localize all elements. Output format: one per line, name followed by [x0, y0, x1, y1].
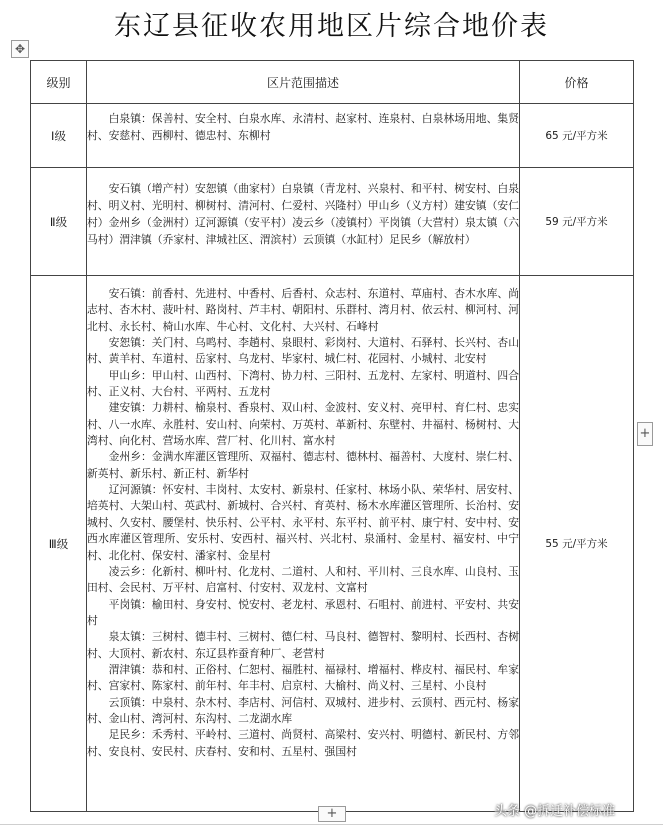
description-cell [87, 104, 520, 168]
description-paragraph: 安恕镇：关门村、乌鸣村、李趟村、泉眼村、彩岗村、大道村、石驿村、长兴村、杏山村、黄羊村、车道村、岳家村、乌龙村、毕家村、城仁村、花园村、小城村、北安村 [87, 336, 519, 366]
page-title: 东辽县征收农用地区片综合地价表 [114, 11, 549, 42]
price-cell: 65 元/平方米 [520, 104, 634, 168]
price-cell: 55 元/平方米 [520, 276, 634, 812]
description-paragraph: 足民乡：禾秀村、平岭村、三道村、尚贤村、高梁村、安兴村、明德村、新民村、方邻村、安良村、安民村、庆春村、安和村、五星村、强国村 [87, 728, 519, 758]
header-level: 级别 [31, 61, 87, 104]
add-column-button[interactable]: + [637, 422, 653, 446]
price-cell: 59 元/平方米 [520, 168, 634, 276]
page-bottom-divider [0, 824, 663, 825]
description-paragraph: 白泉镇：保善村、安全村、白泉水库、永清村、赵家村、连泉村、白泉林场用地、集贤村、安慈村、西柳村、德忠村、东柳村 [87, 112, 519, 142]
table-move-handle-icon[interactable]: ✥ [11, 40, 29, 58]
header-price: 价格 [520, 61, 634, 104]
table-row [31, 276, 634, 812]
table-header-row [31, 61, 634, 104]
level-cell: Ⅲ级 [31, 276, 87, 812]
description-paragraph: 金州乡：金满水库灌区管理所、双福村、德志村、德林村、福善村、大度村、崇仁村、新英村、新乐村、新正村、新华村 [87, 450, 519, 480]
level-cell: Ⅱ级 [31, 168, 87, 276]
level-cell: Ⅰ级 [31, 104, 87, 168]
add-row-button[interactable]: + [318, 806, 346, 822]
description-paragraph: 辽河源镇：怀安村、丰岗村、太安村、新泉村、任家村、林场小队、荣华村、居安村、培英村、大架山村、英武村、新城村、合兴村、育英村、杨木水库灌区管理所、长治村、安城村、久安村、腰堡村、快乐村、公平村、永平村、东平村、前平村、康宁村、安中村、安西水库灌区管理所、安乐村、安西村、福兴村、兴北村、泉涌村、金星村、福安村、中宁村、北化村、保安村、潘家村、金星村 [87, 483, 519, 562]
table-row [31, 104, 634, 168]
description-paragraph: 凌云乡：化新村、柳叶村、化龙村、二道村、人和村、平川村、三良水库、山良村、玉田村、会民村、万平村、启富村、付安村、双龙村、文富村 [87, 564, 519, 595]
land-price-table [30, 60, 634, 812]
description-paragraph: 平岗镇：榆田村、身安村、悦安村、老龙村、承恩村、石咀村、前进村、平安村、共安村 [87, 597, 519, 627]
description-paragraph: 建安镇：力耕村、榆泉村、香泉村、双山村、金波村、安义村、亮甲村、育仁村、忠实村、八一水库、永胜村、安山村、向荣村、万英村、革新村、东壁村、井福村、杨树村、大湾村、向化村、营场水库、营厂村、化川村、富水村 [87, 401, 519, 448]
table-row [31, 168, 634, 276]
description-paragraph: 安石镇（增产村）安恕镇（曲家村）白泉镇（青龙村、兴泉村、和平村、树安村、白泉村、明义村、光明村、柳树村、清河村、仁爱村、兴隆村）甲山乡（义方村）建安镇（安仁村）金州乡（金洲村）辽河源镇（安平村）凌云乡（凌镇村）平岗镇（大营村）泉太镇（六马村）渭津镇（乔家村、津城社区、渭滨村）云顶镇（水缸村）足民乡（解放村） [87, 182, 519, 246]
description-paragraph: 渭津镇：恭和村、正俗村、仁恕村、福胜村、福禄村、增福村、桦皮村、福民村、牟家村、宫家村、陈家村、前年村、年丰村、启京村、大榆村、尚义村、三星村、小良村 [87, 662, 519, 693]
header-description: 区片范围描述 [87, 61, 520, 104]
description-paragraph: 甲山乡：甲山村、山西村、下湾村、协力村、三阳村、五龙村、左家村、明道村、四合村、正义村、大台村、平两村、五龙村 [87, 368, 519, 399]
description-paragraph: 云顶镇：中泉村、杂木村、李店村、河信村、双城村、进步村、云顶村、西元村、杨家村、金山村、湾河村、东沟村、二龙湖水库 [87, 695, 519, 725]
description-cell [87, 168, 520, 276]
description-paragraph: 泉太镇：三树村、德丰村、三树村、德仁村、马良村、德智村、黎明村、长西村、杏树村、大顶村、新农村、东辽县柞蚕育种厂、老营村 [87, 630, 519, 660]
description-cell [87, 276, 520, 812]
description-paragraph: 安石镇：前香村、先进村、中香村、后香村、众志村、东道村、草庙村、杏木水库、尚志村、杏木村、菠叶村、路岗村、芦丰村、朝阳村、乐群村、湾月村、依云村、柳河村、河北村、永长村、椅山水库、牛心村、文化村、大兴村、石峰村 [87, 287, 519, 333]
watermark-text: 头条 @拆迁补偿标准 [494, 804, 616, 819]
